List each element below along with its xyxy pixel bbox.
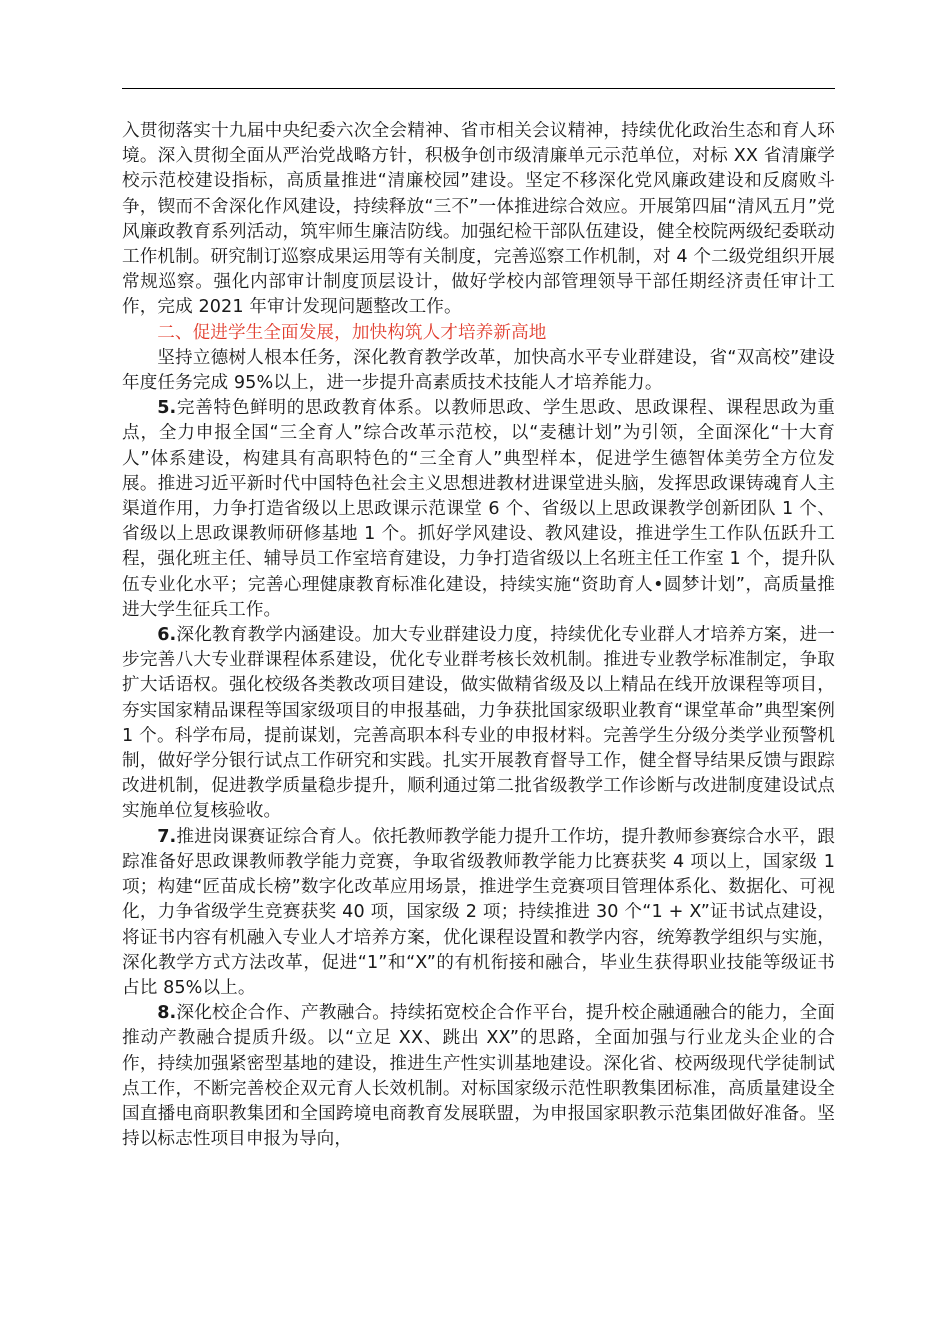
header-rule bbox=[122, 88, 835, 89]
item-number: 5. bbox=[157, 398, 177, 419]
list-item-7 bbox=[122, 825, 835, 1001]
paragraph-continuation: 入贯彻落实十九届中央纪委六次全会精神、省市相关会议精神，持续优化政治生态和育人环境。深入贯彻全面从严治党战略方针，积极争创市级清廉单元示范单位，对标 XX 省清廉学校示范校建设指标，高质量推进“清廉校园”建设。坚定不移深化党风廉政建设和反腐败斗争，锲而不舍深化作风建设，持续释放“三不”一体推进综合效应。开展第四届“清风五月”党风廉政教育系列活动，筑牢师生廉洁防线。加强纪检干部队伍建设，健全校院两级纪委联动工作机制。研究制订巡察成果运用等有关制度，完善巡察工作机制，对 4 个二级党组织开展常规巡察。强化内部审计制度顶层设计，做好学校内部管理领导干部任期经济责任审计工作，完成 2021 年审计发现问题整改工作。 bbox=[122, 121, 835, 318]
item-text: 深化教育教学内涵建设。加大专业群建设力度，持续优化专业群人才培养方案，进一步完善八大专业群课程体系建设，优化专业群考核长效机制。推进专业教学标准制定，争取扩大话语权。强化校级各类教改项目建设，做实做精省级及以上精品在线开放课程等项目，夯实国家精品课程等国家级项目的申报基础，力争获批国家级职业教育“课堂革命”典型案例 1 个。科学布局，提前谋划，完善高职本科专业的申报材料。完善学生分级分类学业预警机制，做好学分银行试点工作研究和实践。扎实开展教育督导工作，健全督导结果反馈与跟踪改进机制，促进教学质量稳步提升，顺利通过第二批省级教学工作诊断与改进制度建设试点实施单位复核验收。 bbox=[122, 625, 835, 822]
item-number: 6. bbox=[157, 625, 177, 646]
item-number: 8. bbox=[157, 1003, 177, 1024]
document-body bbox=[122, 119, 835, 1152]
item-text: 完善特色鲜明的思政教育体系。以教师思政、学生思政、思政课程、课程思政为重点，全力申报全国“三全育人”综合改革示范校，以“麦穗计划”为引领，全面深化“十大育人”体系建设，构建具有高职特色的“三全育人”典型样本，促进学生德智体美劳全方位发展。推进习近平新时代中国特色社会主义思想进教材进课堂进头脑，发挥思政课铸魂育人主渠道作用，力争打造省级以上思政课示范课堂 6 个、省级以上思政课教学创新团队 1 个、省级以上思政课教师研修基地 1 个。抓好学风建设、教风建设，推进学生工作队伍跃升工程，强化班主任、辅导员工作室培育建设，力争打造省级以上名班主任工作室 1 个，提升队伍专业化水平；完善心理健康教育标准化建设，持续实施“资助育人•圆梦计划”，高质量推进大学生征兵工作。 bbox=[122, 398, 835, 620]
list-item-6 bbox=[122, 623, 835, 825]
section-heading: 二、促进学生全面发展，加快构筑人才培养新高地 bbox=[157, 322, 547, 343]
item-text: 深化校企合作、产教融合。持续拓宽校企合作平台，提升校企融通融合的能力，全面推动产教融合提质升级。以“立足 XX、跳出 XX”的思路，全面加强与行业龙头企业的合作，持续加强紧密型基地的建设，推进生产性实训基地建设。深化省、校两级现代学徒制试点工作，不断完善校企双元育人长效机制。对标国家级示范性职教集团标准，高质量建设全国直播电商职教集团和全国跨境电商教育发展联盟，为申报国家职教示范集团做好准备。坚持以标志性项目申报为导向， bbox=[122, 1003, 835, 1150]
item-number: 7. bbox=[157, 826, 177, 847]
list-item-8 bbox=[122, 1001, 835, 1152]
paragraph-intro: 坚持立德树人根本任务，深化教育教学改革，加快高水平专业群建设，省“双高校”建设年度任务完成 95%以上，进一步提升高素质技术技能人才培养能力。 bbox=[122, 347, 835, 394]
list-item-5 bbox=[122, 396, 835, 623]
item-text: 推进岗课赛证综合育人。依托教师教学能力提升工作坊，提升教师参赛综合水平，跟踪准备好思政课教师教学能力竞赛，争取省级教师教学能力比赛获奖 4 项以上，国家级 1 项；构建“匠苗成长榜”数字化改革应用场景，推进学生竞赛项目管理体系化、数据化、可视化，力争省级学生竞赛获奖 40 项，国家级 2 项；持续推进 30 个“1 + X”证书试点建设，将证书内容有机融入专业人才培养方案，优化课程设置和教学内容，统筹教学组织与实施，深化教学方式方法改革，促进“1”和“X”的有机衔接和融合，毕业生获得职业技能等级证书占比 85%以上。 bbox=[122, 826, 835, 998]
